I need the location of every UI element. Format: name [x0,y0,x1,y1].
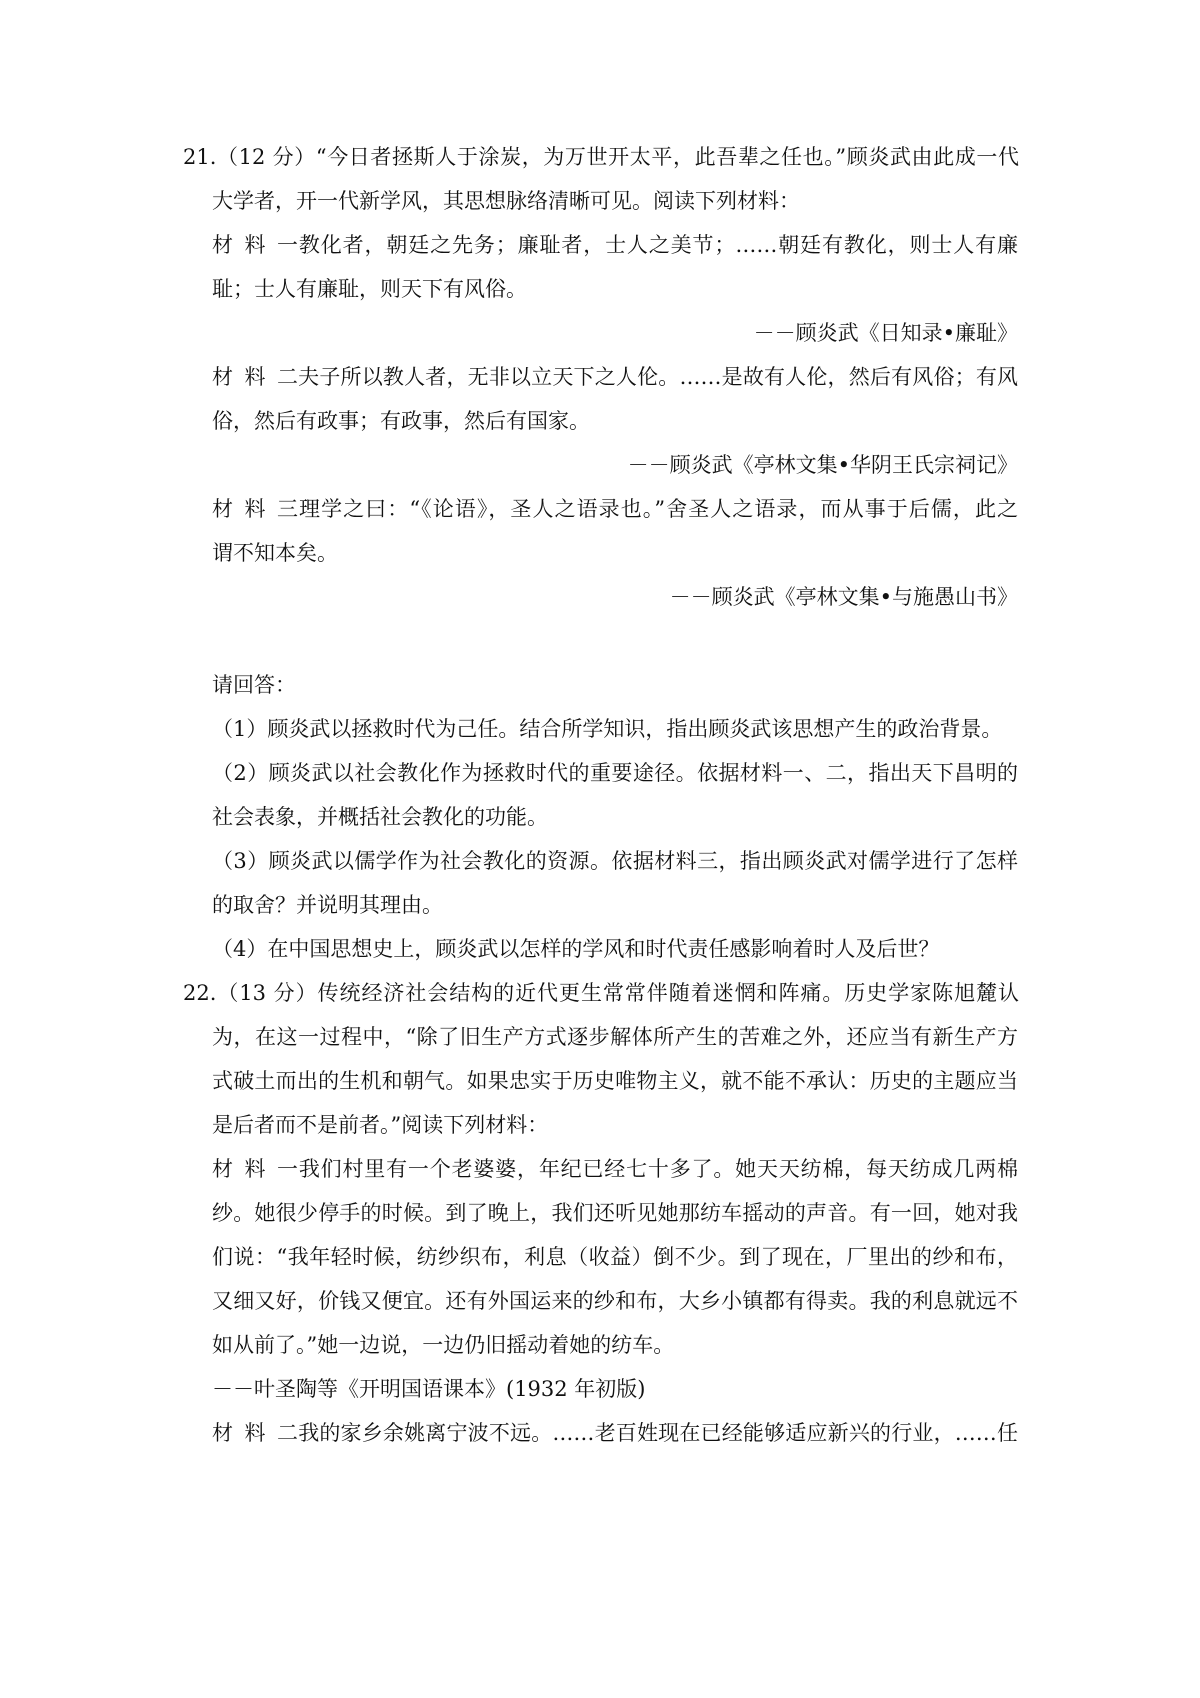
q21-sub-question-4: （4）在中国思想史上，顾炎武以怎样的学风和时代责任感影响着时人及后世？ [212,937,940,961]
q22-material-1-line-4: 又细又好，价钱又便宜。还有外国运来的纱和布，大乡小镇都有得卖。我的利息就远不 [212,1289,1018,1313]
q22-material-1-label: 材料一 [212,1157,298,1181]
q22-stem-line-3: 式破土而出的生机和朝气。如果忠实于历史唯物主义，就不能不承认：历史的主题应当 [212,1069,1018,1093]
q22-stem-line-4: 是后者而不是前者。”阅读下列材料： [212,1113,549,1137]
q21-stem-line-2: 大学者，开一代新学风，其思想脉络清晰可见。阅读下列材料： [212,189,800,213]
q21-material-1-source: －－顾炎武《日知录•廉耻》 [753,321,1018,345]
q22-material-1-line-2: 纱。她很少停手的时候。到了晚上，我们还听见她那纺车摇动的声音。有一回，她对我 [212,1201,1018,1225]
q21-sub-question-3-line-1: （3）顾炎武以儒学作为社会教化的资源。依据材料三，指出顾炎武对儒学进行了怎样 [212,849,1018,873]
q21-material-2-text: 夫子所以教人者，无非以立天下之人伦。……是故有人伦，然后有风俗；有风 [298,365,1018,389]
q22-material-1-line-5: 如从前了。”她一边说，一边仍旧摇动着她的纺车。 [212,1333,675,1357]
q22-material-2-line-1 [212,1418,1018,1448]
q21-material-2-label: 材料二 [212,365,298,389]
q21-material-3-text: 理学之曰：“《论语》，圣人之语录也。”舍圣人之语录，而从事于后儒，此之 [298,497,1018,521]
q21-sub-question-3-line-2: 的取舍？并说明其理由。 [212,893,443,917]
q22-material-2-text: 我的家乡余姚离宁波不远。……老百姓现在已经能够适应新兴的行业，……任 [298,1421,1018,1445]
q21-material-3-line-1 [212,494,1018,524]
q21-material-2-line-2: 俗，然后有政事；有政事，然后有国家。 [212,409,590,433]
q21-material-1-label: 材料一 [212,233,298,257]
q21-material-2-line-1 [212,362,1018,392]
q21-answer-prompt: 请回答： [212,673,296,697]
q21-material-1-line-2: 耻；士人有廉耻，则天下有风俗。 [212,277,527,301]
q21-sub-question-1: （1）顾炎武以拯救时代为己任。结合所学知识，指出顾炎武该思想产生的政治背景。 [212,717,1003,741]
q21-material-2-source: －－顾炎武《亭林文集•华阴王氏宗祠记》 [627,453,1018,477]
q21-stem-line-1: 21.（12 分）“今日者拯斯人于涂炭，为万世开太平，此吾辈之任也。”顾炎武由此成一代 [183,145,1019,169]
q21-material-1-line-1 [212,230,1018,260]
q21-material-3-line-2: 谓不知本矣。 [212,541,338,565]
q22-stem-line-2: 为，在这一过程中，“除了旧生产方式逐步解体所产生的苦难之外，还应当有新生产方 [212,1025,1018,1049]
q21-sub-question-2-line-2: 社会表象，并概括社会教化的功能。 [212,805,548,829]
q21-material-3-source: －－顾炎武《亭林文集•与施愚山书》 [669,585,1018,609]
q22-material-1-source: －－叶圣陶等《开明国语课本》(1932 年初版) [212,1377,646,1401]
q22-material-1-text: 我们村里有一个老婆婆，年纪已经七十多了。她天天纺棉，每天纺成几两棉 [298,1157,1018,1181]
q22-material-1-line-1 [212,1154,1018,1184]
q22-material-2-label: 材料二 [212,1421,298,1445]
q21-sub-question-2-line-1: （2）顾炎武以社会教化作为拯救时代的重要途径。依据材料一、二，指出天下昌明的 [212,761,1018,785]
q21-material-1-text: 教化者，朝廷之先务；廉耻者，士人之美节；……朝廷有教化，则士人有廉 [298,233,1018,257]
q22-material-1-line-3: 们说：“我年轻时候，纺纱织布，利息（收益）倒不少。到了现在，厂里出的纱和布， [212,1245,1018,1269]
q22-stem-line-1: 22.（13 分）传统经济社会结构的近代更生常常伴随着迷惘和阵痛。历史学家陈旭麓认 [183,981,1019,1005]
q21-material-3-label: 材料三 [212,497,298,521]
